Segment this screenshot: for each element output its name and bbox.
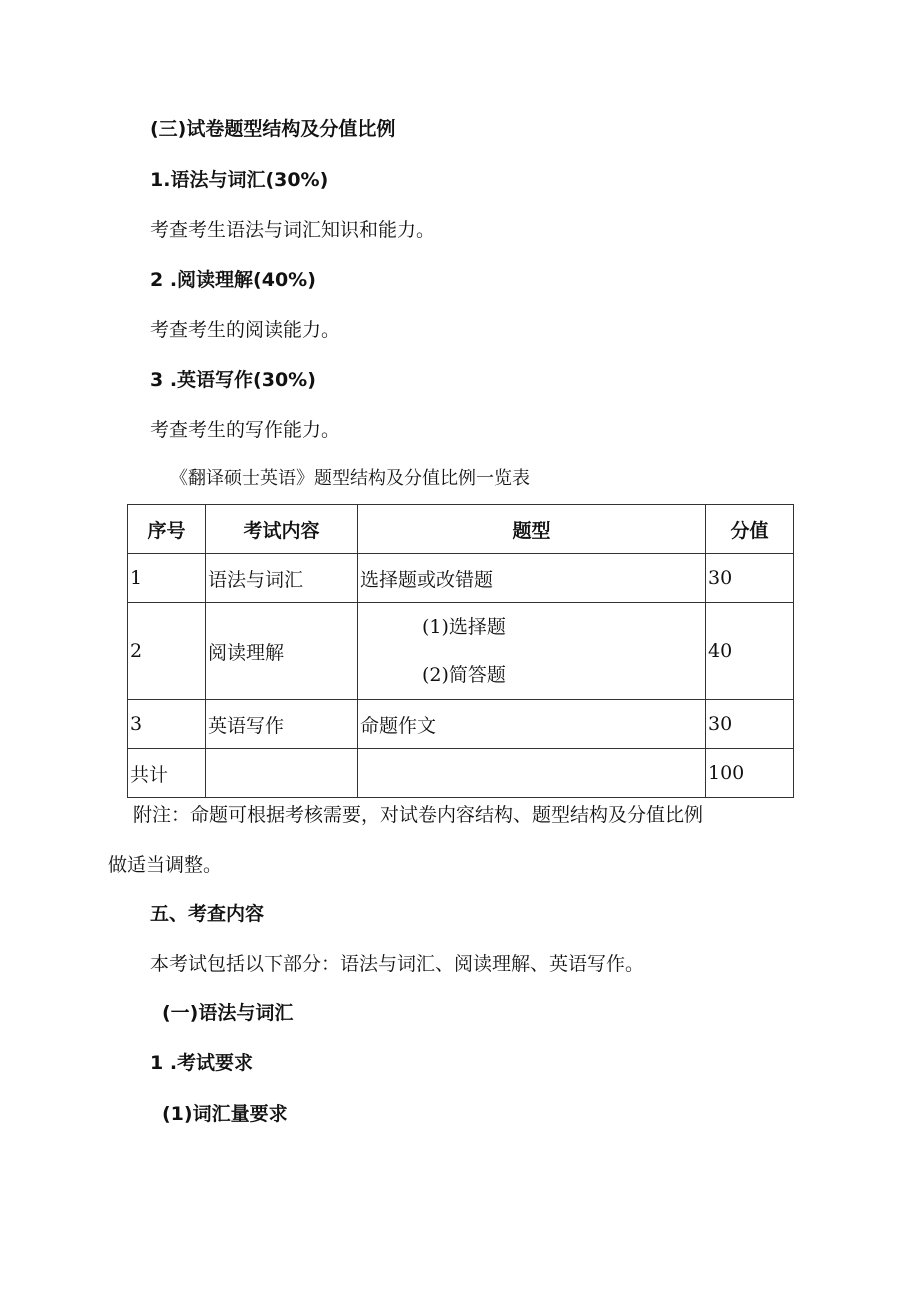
item-title-grammar: 1.语法与词汇(30%): [150, 169, 329, 191]
cell-type: 命题作文: [358, 700, 706, 749]
cell-content: 阅读理解: [206, 603, 358, 700]
section-heading: (三)试卷题型结构及分值比例: [150, 118, 396, 140]
cell-number: 2: [128, 603, 206, 700]
note-line-2: 做适当调整。: [108, 854, 223, 876]
cell-type: 选择题或改错题: [358, 554, 706, 603]
cell-number: 1: [128, 554, 206, 603]
item-desc-writing: 考查考生的写作能力。: [150, 419, 341, 441]
sub-heading-grammar: (一)语法与词汇: [162, 1002, 294, 1024]
cell-content: [206, 749, 358, 798]
item-vocabulary-requirements: (1)词汇量要求: [162, 1103, 288, 1125]
item-title-writing: 3 .英语写作(30%): [150, 369, 316, 391]
header-score: 分值: [706, 505, 794, 554]
header-content: 考试内容: [206, 505, 358, 554]
cell-score: 30: [706, 554, 794, 603]
cell-number: 3: [128, 700, 206, 749]
cell-total-score: 100: [706, 749, 794, 798]
item-desc-reading: 考查考生的阅读能力。: [150, 319, 341, 341]
cell-type: [358, 749, 706, 798]
item-desc-grammar: 考查考生语法与词汇知识和能力。: [150, 219, 436, 241]
table-caption: 《翻译硕士英语》题型结构及分值比例一览表: [170, 468, 530, 489]
cell-score: 40: [706, 603, 794, 700]
header-type: 题型: [358, 505, 706, 554]
table-total-row: [128, 749, 794, 798]
cell-score: 30: [706, 700, 794, 749]
note-line-1: 附注：命题可根据考核需要，对试卷内容结构、题型结构及分值比例: [133, 804, 704, 826]
type-sub-item: (2)简答题: [422, 664, 506, 686]
table-row: [128, 603, 794, 700]
header-number: 序号: [128, 505, 206, 554]
table-row: [128, 554, 794, 603]
cell-type: [358, 603, 706, 700]
cell-content: 英语写作: [206, 700, 358, 749]
table-header-row: [128, 505, 794, 554]
section-intro: 本考试包括以下部分：语法与词汇、阅读理解、英语写作。: [150, 953, 645, 975]
item-title-reading: 2 .阅读理解(40%): [150, 269, 316, 291]
table-row: [128, 700, 794, 749]
score-structure-table: [127, 504, 794, 798]
cell-total-label: 共计: [128, 749, 206, 798]
cell-content: 语法与词汇: [206, 554, 358, 603]
item-exam-requirements: 1 .考试要求: [150, 1052, 254, 1074]
section-heading-content: 五、考查内容: [150, 903, 265, 925]
type-sub-item: (1)选择题: [422, 616, 506, 638]
